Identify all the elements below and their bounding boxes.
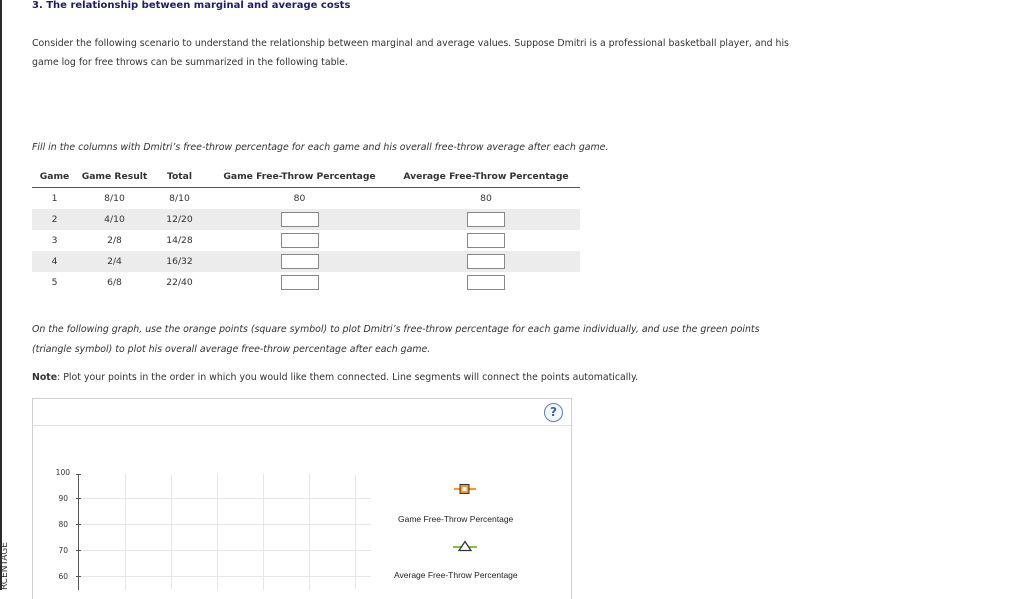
avg-pct-input-2[interactable] xyxy=(467,212,505,227)
table-instruction: Fill in the columns with Dmitri’s free-throw percentage for each game and his overall free-throw average after each game. xyxy=(32,142,609,153)
grid-line xyxy=(125,474,126,590)
cell-game-pct xyxy=(207,251,392,272)
cell-game: 3 xyxy=(51,235,58,246)
y-axis-label-text: RCENTAGE xyxy=(0,542,10,590)
header-game-ft-pct: Game Free-Throw Percentage xyxy=(207,166,392,188)
cell-avg-pct xyxy=(392,230,580,251)
grid-line xyxy=(79,576,371,577)
header-total: Total xyxy=(152,166,207,188)
header-avg-ft-pct: Average Free-Throw Percentage xyxy=(392,166,580,188)
note-text xyxy=(32,372,638,383)
grid-line xyxy=(263,474,264,590)
grid-line xyxy=(171,474,172,590)
table-row xyxy=(32,230,580,251)
cell-result: 4/10 xyxy=(77,209,152,230)
cell-avg-pct xyxy=(392,272,580,293)
table-row xyxy=(32,188,580,210)
cell-game-pct xyxy=(207,230,392,251)
legend-game-ft-pct: Game Free-Throw Percentage xyxy=(398,514,514,524)
avg-pct-input-5[interactable] xyxy=(467,275,505,290)
cell-game: 4 xyxy=(32,251,77,272)
grid-line xyxy=(79,550,371,551)
y-tick-mark xyxy=(76,524,81,525)
grid-line xyxy=(217,474,218,590)
cell-game-pct xyxy=(207,209,392,230)
avg-pct-input-4[interactable] xyxy=(467,254,505,269)
triangle-icon[interactable] xyxy=(453,540,477,552)
table-row xyxy=(32,272,580,293)
y-axis-label xyxy=(0,536,12,590)
intro-paragraph: Consider the following scenario to understand the relationship between marginal and average values. Suppose Dmitri is a professional basketball player, and his game log for free throws can be summarized in the following table. xyxy=(32,38,789,68)
grid-line xyxy=(309,474,310,590)
graph-instruction: On the following graph, use the orange points (square symbol) to plot Dmitri’s free-throw percentage for each game individually, and use the green points (triangle symbol) to plot his overall average free-throw percentage after each game. xyxy=(32,324,760,355)
game-pct-input-4[interactable] xyxy=(281,254,319,269)
header-game: Game xyxy=(32,166,77,188)
cell-total: 22/40 xyxy=(166,277,193,288)
cell-result: 6/8 xyxy=(107,277,122,288)
legend-avg-ft-pct: Average Free-Throw Percentage xyxy=(394,570,518,580)
grid-line xyxy=(79,524,371,525)
table-header-row xyxy=(32,166,580,188)
y-tick-mark xyxy=(76,550,81,551)
help-icon[interactable]: ? xyxy=(544,403,563,422)
note-body: : Plot your points in the order in which you would like them connected. Line segments will connect the points automatically. xyxy=(57,372,639,383)
note-label: Note xyxy=(32,372,58,383)
y-tick-label: 90 xyxy=(58,494,68,503)
y-tick-label: 100 xyxy=(55,468,70,477)
grid-line xyxy=(355,474,356,590)
game-log-table xyxy=(32,166,580,293)
cell-game: 5 xyxy=(51,277,58,288)
y-tick-label: 60 xyxy=(58,572,68,581)
y-tick-label: 70 xyxy=(58,546,68,555)
question-title: 3. The relationship between marginal and average costs xyxy=(32,0,351,11)
table-row xyxy=(32,209,580,230)
y-tick-mark xyxy=(76,576,81,577)
avg-pct-input-3[interactable] xyxy=(467,233,505,248)
y-tick-mark xyxy=(76,498,81,499)
cell-result: 2/8 xyxy=(107,235,122,246)
game-pct-input-3[interactable] xyxy=(281,233,319,248)
y-tick-mark xyxy=(76,474,81,475)
cell-total: 12/20 xyxy=(152,209,207,230)
game-pct-input-2[interactable] xyxy=(281,212,319,227)
y-axis xyxy=(78,474,79,590)
cell-result: 8/10 xyxy=(104,193,125,204)
cell-avg-pct xyxy=(392,209,580,230)
cell-game-pct: 80 xyxy=(293,193,306,204)
cell-avg-pct xyxy=(392,251,580,272)
game-pct-input-5[interactable] xyxy=(281,275,319,290)
grid-line xyxy=(79,498,371,499)
cell-total: 16/32 xyxy=(152,251,207,272)
square-icon[interactable] xyxy=(454,483,476,495)
y-tick-label: 80 xyxy=(58,520,68,529)
cell-total: 8/10 xyxy=(169,193,190,204)
cell-avg-pct: 80 xyxy=(480,193,492,204)
cell-game: 2 xyxy=(32,209,77,230)
cell-game-pct xyxy=(207,272,392,293)
cell-result: 2/4 xyxy=(77,251,152,272)
cell-game: 1 xyxy=(51,193,58,204)
graph-toolbar xyxy=(33,399,571,426)
table-row xyxy=(32,251,580,272)
left-border xyxy=(0,0,2,590)
header-game-result: Game Result xyxy=(77,166,152,188)
cell-total: 14/28 xyxy=(166,235,193,246)
